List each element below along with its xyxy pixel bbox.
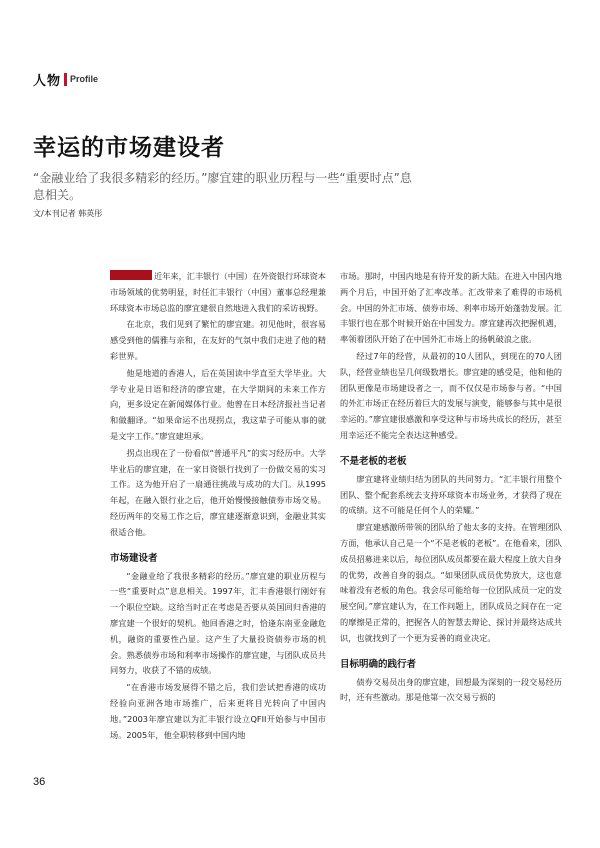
paragraph: 市场。那时，中国内地是有待开发的新大陆。在进入中国内地两个月后，中国开始了汇率改革。汇改带来了难得的市场机会。中国的外汇市场、债券市场、利率市场开始蓬勃发展。汇丰银行也在那个时候开始在中国发力。廖宜建再次把握机遇，率领着团队开始了在中国外汇市场上的扬帆破浪之旅。: [340, 271, 562, 345]
section-label-cn: 人物: [33, 73, 62, 89]
paragraph: 债券交易员出身的廖宜建，回想最为深刻的一段交易经历时，还有些激动。那是他第一次交易亏损的: [340, 676, 562, 703]
section-heading: 不是老板的老板: [340, 455, 407, 467]
section-heading: 市场建设者: [110, 552, 158, 564]
lead-marker: [110, 270, 152, 280]
paragraph: 经过7年的经营，从最初的10人团队，到现在的70人团队，经营业绩也呈几何级数增长。廖宜建的感受是，他和他的团队更像是市场建设者之一，而不仅仅是市场参与者。“中国的外汇市场正在经历着巨大的发展与演变，能够参与其中是很幸运的。”廖宜建很感激和享受这种与市场共成长的经历，甚至用幸运还不能完全表达这种感受。: [340, 350, 562, 440]
section-divider: [64, 73, 67, 86]
paragraph: 在北京，我们见到了繁忙的廖宜建。初见他时，很容易感受到他的儒雅与亲和，在友好的气氛中我们走进了他的精彩世界。: [110, 319, 326, 361]
paragraph: 拐点出现在了一份看似“普通平凡”的实习经历中。大学毕业后的廖宜建，在一家日资银行找到了一份做交易的实习工作。这为他开启了一扇通往挑战与成功的大门。从1995年起，在融入银行业之后，他开始慢慢接触债券市场交易。经历两年的交易工作之后，廖宜建逐渐意识到，金融业其实很适合他。: [110, 447, 326, 537]
left-column: [110, 269, 326, 744]
paragraph: [110, 269, 326, 316]
section-header: [33, 70, 98, 88]
paragraph-text: 近年来，汇丰银行（中国）在外资银行环球资本市场领域的优势明显，时任汇丰银行（中国）董事总经理兼环球资本市场总监的廖宜建很自然地进入我们的采访视野。: [110, 271, 326, 313]
paragraph: “在香港市场发展得不错之后，我们尝试把香港的成功经验向亚洲各地市场推广，后来更将目光转向了中国内地。”2003年廖宜建以为汇丰银行设立QFII开始参与中国市场。2005年，他全职转移到中国内地: [110, 682, 326, 740]
article-title: 幸运的市场建设者: [33, 135, 225, 161]
right-column: [340, 269, 562, 707]
page-number: 36: [33, 776, 46, 788]
article-subtitle: “金融业给了我很多精彩的经历。”廖宜建的职业历程与一些“重要时点”息息相关。: [33, 171, 412, 202]
section-label-en: Profile: [70, 74, 99, 84]
paragraph: “金融业给了我很多精彩的经历。”廖宜建的职业历程与一些“重要时点”息息相关。1997年，汇丰香港银行刚好有一个职位空缺。这给当时正在考虑是否要从英国回归香港的廖宜建一个很好的契机。他回香港之时，恰逢东南亚金融危机，融资的重要性凸显。这产生了大量投资债券市场的机会。熟悉债券市场和利率市场操作的廖宜建，与团队成员共同努力，收获了不错的成绩。: [110, 570, 326, 676]
section-heading: 目标明确的践行者: [340, 658, 417, 670]
article-byline: 文/本刊记者 韩英彤: [33, 209, 103, 218]
paragraph: 廖宜建将业绩归结为团队的共同努力。“汇丰银行用整个团队、整个配套系统去支持环球资本市场业务，才获得了现在的成绩。这不可能是任何个人的荣耀。”: [340, 473, 562, 516]
paragraph: 廖宜建感激所带领的团队给了他太多的支持。在管理团队方面，他承认自己是一个“不是老板的老板”。在他看来，团队成员招募进来以后，每位团队成员都要在最大程度上放大自身的优势，改善自身的弱点。“如果团队成员优势放大，这也意味着没有老板的角色。我会尽可能给每一位团队成员一定的发展空间。”廖宜建认为，在工作问题上，团队成员之间存在一定的摩擦是正常的，把握各人的智慧去辩论、探讨并最终达成共识，也就找到了一个更为妥善的商业决定。: [340, 522, 562, 643]
paragraph: 他是地道的香港人，后在英国读中学直至大学毕业。大学专业是日语和经济的廖宜建，在大学期间的未来工作方向，更多设定在新闻媒体行业。他曾在日本经济报社当记者和做翻译。“如果命运不出现拐点，我这辈子可能从事的就是文字工作。”廖宜建坦承。: [110, 367, 326, 441]
